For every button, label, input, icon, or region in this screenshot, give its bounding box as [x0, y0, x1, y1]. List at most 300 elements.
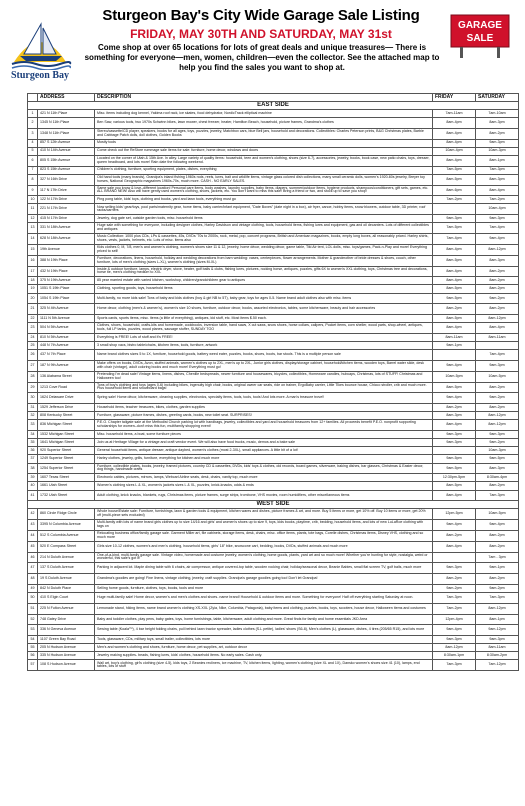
- cell-number: 29: [28, 382, 38, 393]
- cell-saturday-hours: 7am-4pm: [476, 350, 519, 361]
- cell-address: 1348 N 11th Place: [38, 128, 95, 139]
- cell-description: Pretending I'm dead sale! Vintage items, linens, dishes, Chenille bedspreads, newer furniture and housewares, bicycles, collectibles, Homeware candles, hubcaps, Christmas, lots of STUFF! Christmas and Halloween too!: [95, 371, 433, 382]
- cell-saturday-hours: 10am-3pm: [476, 447, 519, 455]
- cell-address: 520 E Compass Street: [38, 541, 95, 552]
- cell-number: 51: [28, 603, 38, 614]
- cell-saturday-hours: 9am-2pm: [476, 439, 519, 447]
- cell-description: Furniture, decorations, linens, household, holiday and wedding decorations from barn wedding: vases, centerpieces, flower arrangements. Mother & grandmother of bride dresses & shoes, couch, other furniture, lots of men's clothing (sizes L-XL), women's clothing (sizes M-XL): [95, 255, 433, 266]
- cell-friday-hours: 9am-3pm: [433, 439, 476, 447]
- cell-address: 117 N 17th Drive: [38, 185, 95, 196]
- cell-number: 2: [28, 118, 38, 129]
- cell-description: Come check out the ReStore rummage sale items for sale: furniture, home decor, windows and doors: [95, 147, 433, 155]
- cell-number: 38: [28, 463, 38, 474]
- cell-number: 47: [28, 563, 38, 574]
- sale-description: Come shop at over 65 locations for lots of great deals and unique treasures— There is something for everyone—men, women, children—even the collector. See the attached map to help you find the sales you want to shop at.: [84, 43, 440, 72]
- table-row: [28, 552, 519, 563]
- table-row: [28, 266, 519, 277]
- table-row: [28, 431, 519, 439]
- cell-description: Spring sale! Home décor, kitchenware, cleaning supplies, electronics, specialty items, tools, tools, tools! And lots more. A man's treasure trove!!: [95, 393, 433, 404]
- table-row: [28, 584, 519, 592]
- cell-saturday-hours: 8am-12pm: [476, 244, 519, 255]
- table-row: [28, 439, 519, 447]
- cell-description: Huge multi-family sale! Home decor, women's and men's clothes and shoes- name brand! Household & outdoor items and more. Something for everyone! Half off everything starting Saturday at noon.: [95, 592, 433, 603]
- cell-number: 11: [28, 204, 38, 215]
- cell-number: 13: [28, 223, 38, 234]
- cell-saturday-hours: 9am-3pm: [476, 431, 519, 439]
- cell-address: 823 S 15th Avenue: [38, 166, 95, 174]
- cell-address: 748 Gatey Drive: [38, 614, 95, 625]
- cell-description: Name brand clothes sizes 5 to 1X, furniture, household goods, battery weed eater, puzzles, books, shoes, boots, bar stools. This is a multiple person sale: [95, 350, 433, 361]
- cell-number: 25: [28, 342, 38, 350]
- table-row: [28, 277, 519, 285]
- table-row: [28, 110, 519, 118]
- cell-address: 805 S 15th Avenue: [38, 155, 95, 166]
- page-title: Sturgeon Bay's City Wide Garage Sale Listing: [102, 7, 420, 24]
- cell-saturday-hours: 8am-12pm: [476, 420, 519, 431]
- cell-friday-hours: 7am-3pm: [433, 592, 476, 603]
- cell-number: 14: [28, 234, 38, 245]
- cell-saturday-hours: 7am - 3pm: [476, 552, 519, 563]
- cell-saturday-hours: 8am-1pm: [476, 614, 519, 625]
- cell-saturday-hours: 8am-2pm: [476, 128, 519, 139]
- sign-line-2: SALE: [466, 33, 494, 44]
- cell-saturday-hours: 9am-4pm: [476, 520, 519, 531]
- cell-number: 9: [28, 185, 38, 196]
- cell-description: Adult clothing, knick knacks, blankets, rugs, Christmas items, picture frames, surge strips, trombone, VHS movies, room humidifiers, other miscellaneous items: [95, 490, 433, 501]
- cell-description: Stereo/cassette/CD player, speakers, books for all ages, toys, puzzles, jewelry, Matchbox cars, blue Bell jars, household and decorations. Collectibles: Charles Peterson prints, B&G Christmas plates, Barbie and Cabbage Patch dolls, doll clothes, Golden Books: [95, 128, 433, 139]
- table-row: [28, 382, 519, 393]
- cell-saturday-hours: 10am-5pm: [476, 371, 519, 382]
- cell-address: 415 N 17th Drive: [38, 215, 95, 223]
- section-title: EAST SIDE: [28, 102, 519, 110]
- section-header-row: [28, 501, 519, 509]
- cell-address: 375 N 19th Avenue: [38, 277, 95, 285]
- table-row: [28, 652, 519, 660]
- cell-number: 53: [28, 625, 38, 636]
- cell-saturday-hours: 9am-2pm: [476, 293, 519, 304]
- cell-friday-hours: [433, 204, 476, 215]
- cell-description: Inside & outdoor furniture, lamps, electric dryer, stove, heater, golf balls & clubs, fishing lures, pictures, rocking horse, antiques, puzzles, gifts 6X to women's XXL clothing, toys, Christmas tree and decorations, horse tie, men's clothing medium to XXL: [95, 266, 433, 277]
- cell-address: 512 S Columbia Avenue: [38, 530, 95, 541]
- cell-saturday-hours: 7am-3pm: [476, 592, 519, 603]
- cell-friday-hours: 10am-4pm: [433, 147, 476, 155]
- cell-saturday-hours: 8am-4pm: [476, 185, 519, 196]
- cell-saturday-hours: 8am-2pm: [476, 482, 519, 490]
- cell-description: Misc. household items, a boat, some furniture pieces: [95, 431, 433, 439]
- cell-description: Home decor, clothing (men's & women's), women's size 10 shoes, furniture, outdoor decor, books, assorted electronics, tables, some kitchenware, beauty and hair accessories: [95, 304, 433, 315]
- cell-saturday-hours: 7am-10am: [476, 110, 519, 118]
- column-header-number: [28, 94, 38, 102]
- cell-description: Multi-family with lots of name brand girls clothes up to size 14/16 and girls' and women's shoes up to size 9, toys, kids books, playtime, crib, bedding, household items, and lots of new LuLaRoe clothing with tags on: [95, 520, 433, 531]
- cell-friday-hours: 8am-3pm: [433, 412, 476, 420]
- cell-number: 57: [28, 660, 38, 671]
- table-row: [28, 520, 519, 531]
- cell-description: Jewelry, dog gate set, outside garden tools, misc. household items: [95, 215, 433, 223]
- cell-number: 30: [28, 393, 38, 404]
- cell-friday-hours: 7am-11am: [433, 110, 476, 118]
- cell-address: 1624 Delaware Drive: [38, 393, 95, 404]
- cell-description: Furniture, glassware, picture frames, dishes, greeting cards, books, new toilet seat. SURPRISES!: [95, 412, 433, 420]
- cell-address: 1345 N 11th Place: [38, 118, 95, 129]
- cell-description: General household items, antique dresser, antique daybed, women's clothes (most 2-3XL), small appliances. A little bit of a lot!: [95, 447, 433, 455]
- cell-number: 26: [28, 350, 38, 361]
- cell-saturday-hours: 9am-1pm: [476, 563, 519, 574]
- cell-saturday-hours: 8am-2pm: [476, 404, 519, 412]
- cell-friday-hours: 7am-5pm: [433, 223, 476, 234]
- cell-saturday-hours: 7am-3pm: [476, 490, 519, 501]
- cell-address: 1641 Michigan Street: [38, 439, 95, 447]
- cell-number: 31: [28, 404, 38, 412]
- cell-number: 17: [28, 266, 38, 277]
- table-row: [28, 393, 519, 404]
- table-row: [28, 139, 519, 147]
- cell-saturday-hours: 8am-2pm: [476, 530, 519, 541]
- cell-saturday-hours: 8am-11am: [476, 644, 519, 652]
- cell-friday-hours: 8am-4pm: [433, 541, 476, 552]
- cell-description: Everything is FREE! Lots of stuff and it's FREE!: [95, 334, 433, 342]
- cell-saturday-hours: 9am-3pm: [476, 636, 519, 644]
- cell-address: 327 N 16th Drive: [38, 174, 95, 185]
- cell-number: 28: [28, 371, 38, 382]
- cell-description: Household items, teacher treasures, bikes, clothes, garden supplies: [95, 404, 433, 412]
- cell-saturday-hours: 8am-3pm: [476, 118, 519, 129]
- table-row: [28, 255, 519, 266]
- cell-saturday-hours: 8am-4pm: [476, 323, 519, 334]
- cell-saturday-hours: 8am-2pm: [476, 285, 519, 293]
- table-row: [28, 592, 519, 603]
- cell-address: 214 N Duluth Avenue: [38, 552, 95, 563]
- cell-number: 41: [28, 490, 38, 501]
- cell-address: 836 Michigan Street: [38, 420, 95, 431]
- cell-friday-hours: 9am-4pm: [433, 393, 476, 404]
- cell-number: 18: [28, 277, 38, 285]
- cell-description: Huge sale with something for everyone, including designer clothes, Harley Davidson and vintage clothing, tools, household items, fishing lures and equipment, gas and oil decanters. Lots of different collectibles and antiques: [95, 223, 433, 234]
- cell-number: 19: [28, 285, 38, 293]
- cell-friday-hours: [433, 447, 476, 455]
- cell-number: 6: [28, 155, 38, 166]
- cell-address: 421 N 11th Place: [38, 110, 95, 118]
- cell-description: Located on the corner of Utah & 15th Ave. In alley. Large variety of quality items: household, teen and women's clothing, shoes (size 6-7), accessories, jewelry, books, book case, new patio chairs, toys, dresser, queen headboard, and lots more! Rain date the following weekend.: [95, 155, 433, 166]
- cell-address: 860 Circle Ridge Circle: [38, 509, 95, 520]
- cell-number: 20: [28, 293, 38, 304]
- cell-friday-hours: 7am-3pm: [433, 660, 476, 671]
- cell-description: Whole house/Estate sale: Furniture, furnishings, lawn & garden tools & equipment, kitchen wares and dishes, picture frames & art, and more. Buy 5 items or more, get 10% off. Buy 10 items or more, get 20% off (multi-piece sets excluded): [95, 509, 433, 520]
- table-row: [28, 530, 519, 541]
- cell-description: Baby and toddler clothes, play pens, baby gates, toys, home furnishings, table, kitchenware, adult clothing and more. Great finds for family and home essentials JKD Area: [95, 614, 433, 625]
- table-row: [28, 166, 519, 174]
- cell-friday-hours: 8am-2pm: [433, 404, 476, 412]
- cell-address: 19 S Duluth Avenue: [38, 574, 95, 585]
- table-row: [28, 625, 519, 636]
- cell-number: 46: [28, 552, 38, 563]
- cell-number: 55: [28, 644, 38, 652]
- cell-friday-hours: 8am-4pm: [433, 277, 476, 285]
- cell-friday-hours: 8am-5pm: [433, 315, 476, 323]
- sale-listing-table: [27, 93, 519, 671]
- cell-description: Women's clothing sizes L & XL, women's jackets sizes L & XL, puzzles, knick-knacks, odds & ends: [95, 482, 433, 490]
- table-row: [28, 614, 519, 625]
- cell-address: 448 N 7th Avenue: [38, 342, 95, 350]
- table-row: [28, 223, 519, 234]
- table-row: [28, 285, 519, 293]
- cell-saturday-hours: 8am-2pm: [476, 304, 519, 315]
- cell-description: Electronic cables, pictures, mirrors, lamps, Webcarl Airline seats, desk, chairs, vanity top, much more: [95, 474, 433, 482]
- cell-address: 920 Superior Street: [38, 447, 95, 455]
- cell-description: Same sale you know & love–different location! Personal care items, body washes, laundry supplies, baby items, diapers, summer/outdoor items, hygiene products, shampoos/conditioners, gift sets, games, etc. ALL BRAND NEW! Also will have gently used women's clothing, shoes, jackets, etc. You don't want to miss this sale! Bring a friend or two, and stock up to save you shop!: [95, 185, 433, 196]
- cell-saturday-hours: 8am-2pm: [476, 277, 519, 285]
- cell-address: 325 N 4th Avenue: [38, 304, 95, 315]
- cell-friday-hours: 8am-4pm: [433, 420, 476, 431]
- cell-friday-hours: [433, 350, 476, 361]
- cell-saturday-hours: 9am-3pm: [476, 139, 519, 147]
- cell-address: 410 N 14th Avenue: [38, 147, 95, 155]
- logo-text: Sturgeon Bay: [10, 70, 70, 81]
- cell-address: 1107 Green Bay Road: [38, 636, 95, 644]
- cell-description: One-of-a-kind, multi-family garage sale. Vintage video, homemade and costume jewelry, women's clothing, home goods, plants, yard art and so much more! Whether you're hunting for style, nostalgia, weird or wonderful, this sale's got it!: [95, 552, 433, 563]
- cell-saturday-hours: 9am-3pm: [476, 215, 519, 223]
- cell-address: 1532 Michigan Street: [38, 431, 95, 439]
- cell-description: Sewing table (Koala™), 4 bar height folding chairs, pull behind lawn tractor spreader, ladies clothes (S-L petite), ladies' shoes (S6-8), Men's clothes (L), glassware, dishes, 4 tires (205/65 R15), and lots more: [95, 625, 433, 636]
- table-row: [28, 360, 519, 371]
- cell-saturday-hours: 10am-3pm: [476, 147, 519, 155]
- cell-description: Jewelry making supplies- beads, fishing lures, kids' clothes, household items. No early sales. Cash only.: [95, 652, 433, 660]
- table-row: [28, 574, 519, 585]
- cell-address: 1661 Utah Street: [38, 482, 95, 490]
- cell-number: 40: [28, 482, 38, 490]
- cell-address: 437 N 7th Place: [38, 350, 95, 361]
- cell-friday-hours: 8am-4pm: [433, 139, 476, 147]
- cell-address: 1051 S 19th Place: [38, 285, 95, 293]
- cell-number: 16: [28, 255, 38, 266]
- cell-friday-hours: 8am-4pm: [433, 155, 476, 166]
- column-header-friday: FRIDAY: [433, 94, 476, 102]
- cell-saturday-hours: 9am-3pm: [476, 360, 519, 371]
- cell-address: 335 N Hudson Avenue: [38, 652, 95, 660]
- cell-number: 4: [28, 139, 38, 147]
- cell-friday-hours: 9am-4pm: [433, 625, 476, 636]
- cell-address: 221 N 17th Drive: [38, 204, 95, 215]
- table-row: [28, 636, 519, 644]
- cell-number: 50: [28, 592, 38, 603]
- cell-number: 7: [28, 166, 38, 174]
- cell-friday-hours: 8am-4pm: [433, 490, 476, 501]
- cell-description: Old hand tools (many brands), Grandpa's inland fishing 1960s rods, reels, lures, bait and wildlife items, vintage glass colored dish collections, many small ceramic dolls, women's 1920-60s jewelry, Breyer toy horses, National Geographic magazines 1960s-70s, much more. CASH - NO EARLY SALES.: [95, 174, 433, 185]
- cell-description: Harley clothes, jewelry, grills, furniture, everything for kitchen and much more: [95, 455, 433, 463]
- table-row: [28, 215, 519, 223]
- cell-saturday-hours: [476, 342, 519, 350]
- cell-number: 35: [28, 439, 38, 447]
- table-row: [28, 323, 519, 334]
- cell-description: P.E.O. Chapter tailgate sale at the Methodist Church parking lot with handbags, jewelry, collectibles and yard and household treasures from 12+ families. All proceeds benefit P.E.O. nonprofit supporting scholarships for women–don't miss this fun, multifamily shopping event!: [95, 420, 433, 431]
- cell-friday-hours: 8am-4pm: [433, 266, 476, 277]
- cell-saturday-hours: 8am-3pm: [476, 463, 519, 474]
- cell-saturday-hours: 8am-3pm: [476, 174, 519, 185]
- table-row: [28, 455, 519, 463]
- cell-address: 857 S 12th Avenue: [38, 139, 95, 147]
- table-row: [28, 404, 519, 412]
- cell-friday-hours: 9am-5pm: [433, 463, 476, 474]
- cell-number: 12: [28, 215, 38, 223]
- cell-saturday-hours: 8am-2pm: [476, 574, 519, 585]
- cell-friday-hours: 8:30am-1pm: [433, 652, 476, 660]
- table-row: [28, 420, 519, 431]
- table-row: [28, 660, 519, 671]
- table-row: [28, 185, 519, 196]
- cell-description: Misc. items including dog kennel, Yakima roof rack, ice skates, food dehydrator, NordicTrack elliptical machine: [95, 110, 433, 118]
- table-row: [28, 350, 519, 361]
- cell-friday-hours: 9am-5pm: [433, 293, 476, 304]
- table-row: [28, 509, 519, 520]
- cell-description: Clothes, shoes, household, crafts-kits and homemade, cookbooks, inversion table, hand saws, X cut saws, snow shoes, horse collars, calipers, Pocket items, corn sheller, wood parts, shop-wheel, antiques, tools, full LP tanks, puzzles, wood planes, sausage stuffer, SUNDAY TOO: [95, 323, 433, 334]
- column-header-description: DESCRIPTION: [95, 94, 433, 102]
- section-header-row: [28, 102, 519, 110]
- sailboat-logo-icon: [8, 14, 72, 70]
- cell-number: 10: [28, 196, 38, 204]
- cell-saturday-hours: 9am-5pm: [476, 455, 519, 463]
- cell-friday-hours: 8am-6pm: [433, 185, 476, 196]
- cell-number: 36: [28, 447, 38, 455]
- cell-number: 52: [28, 614, 38, 625]
- cell-address: 388 N 19th Place: [38, 255, 95, 266]
- cell-address: 122 N 17th Drive: [38, 196, 95, 204]
- cell-address: 1249 Superior Street: [38, 455, 95, 463]
- cell-saturday-hours: 8am-12pm: [476, 412, 519, 420]
- table-row: [28, 541, 519, 552]
- cell-description: Relocating business office/family garage sale. Garment Miller art, file cabinets, storage items, desk, chairs, misc. office items, plants, tote bags, Corelle dishes, Christmas items, Disney VHS, clothing and so much more: [95, 530, 433, 541]
- cell-friday-hours: [433, 552, 476, 563]
- cell-address: 136 Alabama Street: [38, 371, 95, 382]
- table-row: [28, 155, 519, 166]
- cell-friday-hours: 8am-11am: [433, 334, 476, 342]
- cell-description: Ping pong table, kids' toys, clothing and books, yard and lawn tools, everything must go: [95, 196, 433, 204]
- cell-friday-hours: 7am-4pm: [433, 234, 476, 245]
- cell-description: Girls size 10-12 clothes, women's and men's clothing, household items, girls' 18" bike, snowcone cart, bedding, books, DVDs, stuffed animals and much more: [95, 541, 433, 552]
- cell-address: 19th Avenue: [38, 244, 95, 255]
- cell-number: 21: [28, 304, 38, 315]
- cell-friday-hours: 9am-4pm: [433, 520, 476, 531]
- cell-number: 32: [28, 412, 38, 420]
- cell-address: 808 Kentucky Street: [38, 412, 95, 420]
- cell-saturday-hours: 8am-12pm: [476, 603, 519, 614]
- cell-number: 23: [28, 323, 38, 334]
- table-body: [28, 102, 519, 671]
- cell-address: 504 N 5th Avenue: [38, 323, 95, 334]
- cell-description: Furniture, collectible plates, books, jewelry, framed pictures, country CD & cassettes, DVDs, kids' toys & clothes, old records, board games, silverware, baking dishes, bar glasses, Christmas & Easter decor, dog things, handmade crafts: [95, 463, 433, 474]
- table-row: [28, 342, 519, 350]
- column-header-saturday: SATURDAY: [476, 94, 519, 102]
- cell-number: 43: [28, 520, 38, 531]
- cell-saturday-hours: 8am-11am: [476, 334, 519, 342]
- cell-friday-hours: 9am-3pm: [433, 431, 476, 439]
- cell-address: 331 N 18th Avenue: [38, 223, 95, 234]
- cell-friday-hours: 8am-2pm: [433, 304, 476, 315]
- cell-friday-hours: 10am-5pm: [433, 371, 476, 382]
- cell-number: 3: [28, 128, 38, 139]
- cell-saturday-hours: 8:30am-2pm: [476, 652, 519, 660]
- table-row: [28, 293, 519, 304]
- table-row: [28, 490, 519, 501]
- cell-description: Men's and women's clothing and shoes, furniture, home decor, pet supplies, art, outdoor decor: [95, 644, 433, 652]
- cell-address: 187 N 9th Avenue: [38, 360, 95, 371]
- cell-description: Parking in adjacent lot. Maple dining table with 6 chairs, air compressor, antique covered-top table, wooden rocking chair, holiday/seasonal decor, Beanie Babies, small flat screen TV, golf balls, much more: [95, 563, 433, 574]
- cell-description: Sports cards, sports items, misc. items (a little of everything), antiques, kid stuff, etc. Most items $.50 each.: [95, 315, 433, 323]
- cell-address: 1254 Superior Street: [38, 463, 95, 474]
- cell-saturday-hours: 8am-2pm: [476, 541, 519, 552]
- table-row: [28, 118, 519, 129]
- cell-friday-hours: 7am-2pm: [433, 196, 476, 204]
- cell-number: 8: [28, 174, 38, 185]
- cell-friday-hours: 8am-2pm: [433, 574, 476, 585]
- cell-saturday-hours: 8am-2pm: [476, 266, 519, 277]
- cell-saturday-hours: 10am-4pm: [476, 204, 519, 215]
- cell-friday-hours: 9am-3pm: [433, 215, 476, 223]
- cell-friday-hours: 8am-4pm: [433, 118, 476, 129]
- table-row: [28, 304, 519, 315]
- cell-friday-hours: 8am-5pm: [433, 255, 476, 266]
- cell-address: 1054 S 19th Place: [38, 293, 95, 304]
- table-row: [28, 174, 519, 185]
- table-row: [28, 463, 519, 474]
- table-row: [28, 603, 519, 614]
- cell-description: Tools, glassware, CDs, military toys, small trailer, collectibles, lots more: [95, 636, 433, 644]
- cell-description: Kids clothes 0, M, 7/8, men's and women's clothing, women's shoes size 11 & 12, jewelry, home décor, wedding décor, game table, Tiki Air tent, LOL dolls, misc. toys/games, Pack-n-Play and more! Everything priced to sell!: [95, 244, 433, 255]
- cell-number: 49: [28, 584, 38, 592]
- cell-address: 137 S Duluth Avenue: [38, 563, 95, 574]
- table-row: [28, 447, 519, 455]
- cell-saturday-hours: 8am-3pm: [476, 255, 519, 266]
- table-row: [28, 128, 519, 139]
- sign-line-1: GARAGE: [458, 20, 502, 31]
- cell-address: 336 N Geneva Avenue: [38, 625, 95, 636]
- cell-saturday-hours: 7am-3pm: [476, 166, 519, 174]
- table-row: [28, 474, 519, 482]
- table-row: [28, 244, 519, 255]
- cell-description: Now selling kids' gear/toys, pool parts/maternity gear, home items, baby carrier/infant equipment, "Date Boxes" (date night in a box), air fryer, canoe, hobby items, snow blowers, outdoor table, 3D printer, roof racks/carriers: [95, 204, 433, 215]
- section-title: WEST SIDE: [28, 501, 519, 509]
- cell-address: 1732 Utah Street: [38, 490, 95, 501]
- cell-friday-hours: 12pm-5pm: [433, 509, 476, 520]
- cell-friday-hours: 7am-2pm: [433, 603, 476, 614]
- cell-number: 42: [28, 509, 38, 520]
- cell-number: 54: [28, 636, 38, 644]
- cell-description: Multi-family, no more kids sale! Tons of baby and kids clothes (boy & girl NB to 5T), baby gear, toys for ages 0-5. Name brand adult clothes also with misc. items: [95, 293, 433, 304]
- cell-number: 33: [28, 420, 38, 431]
- cell-address: 1607 Texas Street: [38, 474, 95, 482]
- cell-saturday-hours: 10am-5pm: [476, 509, 519, 520]
- table-row: [28, 563, 519, 574]
- table-header-row: [28, 94, 519, 102]
- cell-friday-hours: 9am-3pm: [433, 563, 476, 574]
- cell-number: 45: [28, 541, 38, 552]
- cell-number: 37: [28, 455, 38, 463]
- cell-saturday-hours: 8am-1pm: [476, 155, 519, 166]
- cell-description: Children's clothing, furniture, sporting equipment, plates, dishes, everything: [95, 166, 433, 174]
- cell-friday-hours: 9am-2pm: [433, 584, 476, 592]
- cell-friday-hours: 8am-5pm: [433, 482, 476, 490]
- cell-number: 56: [28, 652, 38, 660]
- cell-friday-hours: 8am-4pm: [433, 323, 476, 334]
- cell-friday-hours: 12pm-4pm: [433, 614, 476, 625]
- cell-number: 48: [28, 574, 38, 585]
- cell-friday-hours: 7am-5pm: [433, 166, 476, 174]
- table-row: [28, 644, 519, 652]
- cell-number: 5: [28, 147, 38, 155]
- cell-friday-hours: 8am-5pm: [433, 174, 476, 185]
- cell-number: 15: [28, 244, 38, 255]
- cell-saturday-hours: 9am-4pm: [476, 234, 519, 245]
- cell-address: 432 N 19th Place: [38, 266, 95, 277]
- cell-number: 1: [28, 110, 38, 118]
